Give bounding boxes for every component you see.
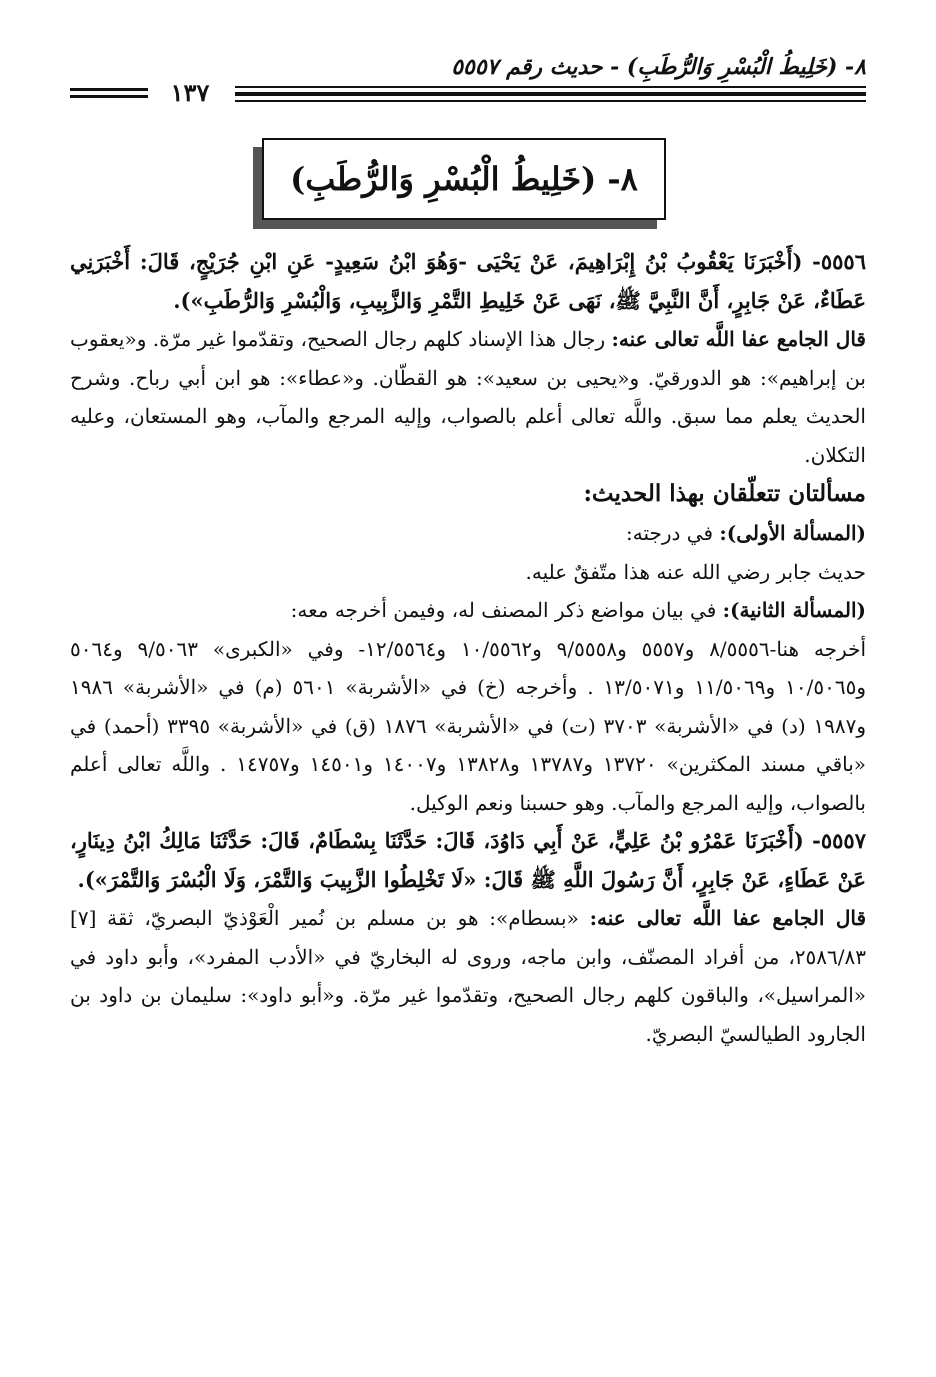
hadith-5557: ٥٥٥٧- (أَخْبَرَنَا عَمْرُو بْنُ عَلِيٍّ، عَنْ أَبِي دَاوُدَ، قَالَ: حَدَّثَنَا بِسْطَامٌ، قَالَ: حَدَّثَنَا مَالِكُ ابْنُ دِينَارٍ، عَنْ عَطَاءٍ، عَنْ جَابِرٍ، أَنَّ رَسُولَ اللَّهِ ﷺ قَالَ: «لَا تَخْلِطُوا الزَّبِيبَ وَالتَّمْرَ، وَلَا الْبُسْرَ وَالتَّمْرَ»). <box>70 828 866 892</box>
question-lead: (المسألة الثانية): <box>722 598 866 622</box>
header-rule <box>235 86 866 88</box>
question-text: في درجته: <box>626 521 720 545</box>
commentary-text: «بسطام»: هو بن مسلم بن نُمير الْعَوْذيّ البصريّ، ثقة [٧] ٢٥٨٦/٨٣، من أفراد المصنّف، وابن ماجه، وروى له البخاريّ في «الأدب المفرد»، وأبو داود في «المراسيل»، والباقون كلهم رجال الصحيح، وتقدّموا غير مرّة. و«أبو داود»: سليمان بن داود بن الجارود الطيالسيّ البصريّ. <box>70 906 866 1046</box>
question-text: في بيان مواضع ذكر المصنف له، وفيمن أخرجه معه: <box>290 598 723 622</box>
chapter-title: ٨- (خَلِيطُ الْبُسْرِ وَالرُّطَبِ) <box>290 160 638 198</box>
commentary-lead: قال الجامع عفا اللَّه تعالى عنه: <box>589 906 867 930</box>
commentary-lead: قال الجامع عفا اللَّه تعالى عنه: <box>611 327 866 351</box>
page-number: ١٣٧ <box>170 78 210 107</box>
header-rule <box>70 95 148 98</box>
question-1-answer: حديث جابر رضي الله عنه هذا متّفقٌ عليه. <box>525 559 866 584</box>
header-rule <box>235 100 866 102</box>
page-body <box>70 243 866 1053</box>
section-heading: مسألتان تتعلّقان بهذا الحديث: <box>583 480 866 507</box>
chapter-title-box <box>262 138 666 220</box>
question-1 <box>70 514 866 553</box>
header-rule <box>70 88 148 91</box>
question-2-answer: أخرجه هنا-٨/٥٥٥٦ و٥٥٥٧ و٩/٥٥٥٨ و١٠/٥٥٦٢ و١٢/٥٥٦٤- وفي «الكبرى» ٩/٥٠٦٣ و٥٠٦٤ و١٠/٥٠٦٥ و١١/٥٠٦٩ و١٣/٥٠٧١ . وأخرجه (خ) في «الأشربة» ٥٦٠١ (م) في «الأشربة» ١٩٨٦ و١٩٨٧ (د) في «الأشربة» ٣٧٠٣ (ت) في «الأشربة» ١٨٧٦ (ق) في «الأشربة» ٣٣٩٥ (أحمد) في «باقي مسند المكثرين» ١٣٧٢٠ و١٣٧٨٧ و١٣٨٢٨ و١٤٠٠٧ و١٤٥٠١ و١٤٧٥٧ . واللَّه تعالى أعلم بالصواب، وإليه المرجع والمآب. وهو حسبنا ونعم الوكيل. <box>70 636 867 815</box>
commentary-2 <box>70 899 866 1053</box>
book-page <box>70 48 866 1338</box>
header-rule <box>235 92 866 96</box>
running-title: ٨- (خَلِيطُ الْبُسْرِ وَالرُّطَبِ) - حديث رقم ٥٥٥٧ <box>451 54 866 80</box>
hadith-5556: ٥٥٥٦- (أَخْبَرَنَا يَعْقُوبُ بْنُ إِبْرَاهِيمَ، عَنْ يَحْيَى -وَهُوَ ابْنُ سَعِيدٍ- عَنِ ابْنِ جُرَيْجٍ، قَالَ: أَخْبَرَنِي عَطَاءٌ، عَنْ جَابِرٍ، أَنَّ النَّبِيَّ ﷺ، نَهَى عَنْ خَلِيطِ التَّمْرِ وَالزَّبِيبِ، وَالْبُسْرِ وَالرُّطَبِ»). <box>70 249 866 313</box>
question-2 <box>70 591 866 630</box>
running-header <box>70 48 866 108</box>
question-lead: (المسألة الأولى): <box>719 521 866 545</box>
commentary-text: رجال هذا الإسناد كلهم رجال الصحيح، وتقدّموا غير مرّة. و«يعقوب بن إبراهيم»: هو الدورقيّ. و«يحيى بن سعيد»: هو القطّان. و«عطاء»: هو ابن أبي رباح. وشرح الحديث يعلم مما سبق. واللَّه تعالى أعلم بالصواب، وإليه المرجع والمآب، وهو المستعان، وعليه التكلان. <box>70 327 866 467</box>
commentary-1 <box>70 320 866 474</box>
